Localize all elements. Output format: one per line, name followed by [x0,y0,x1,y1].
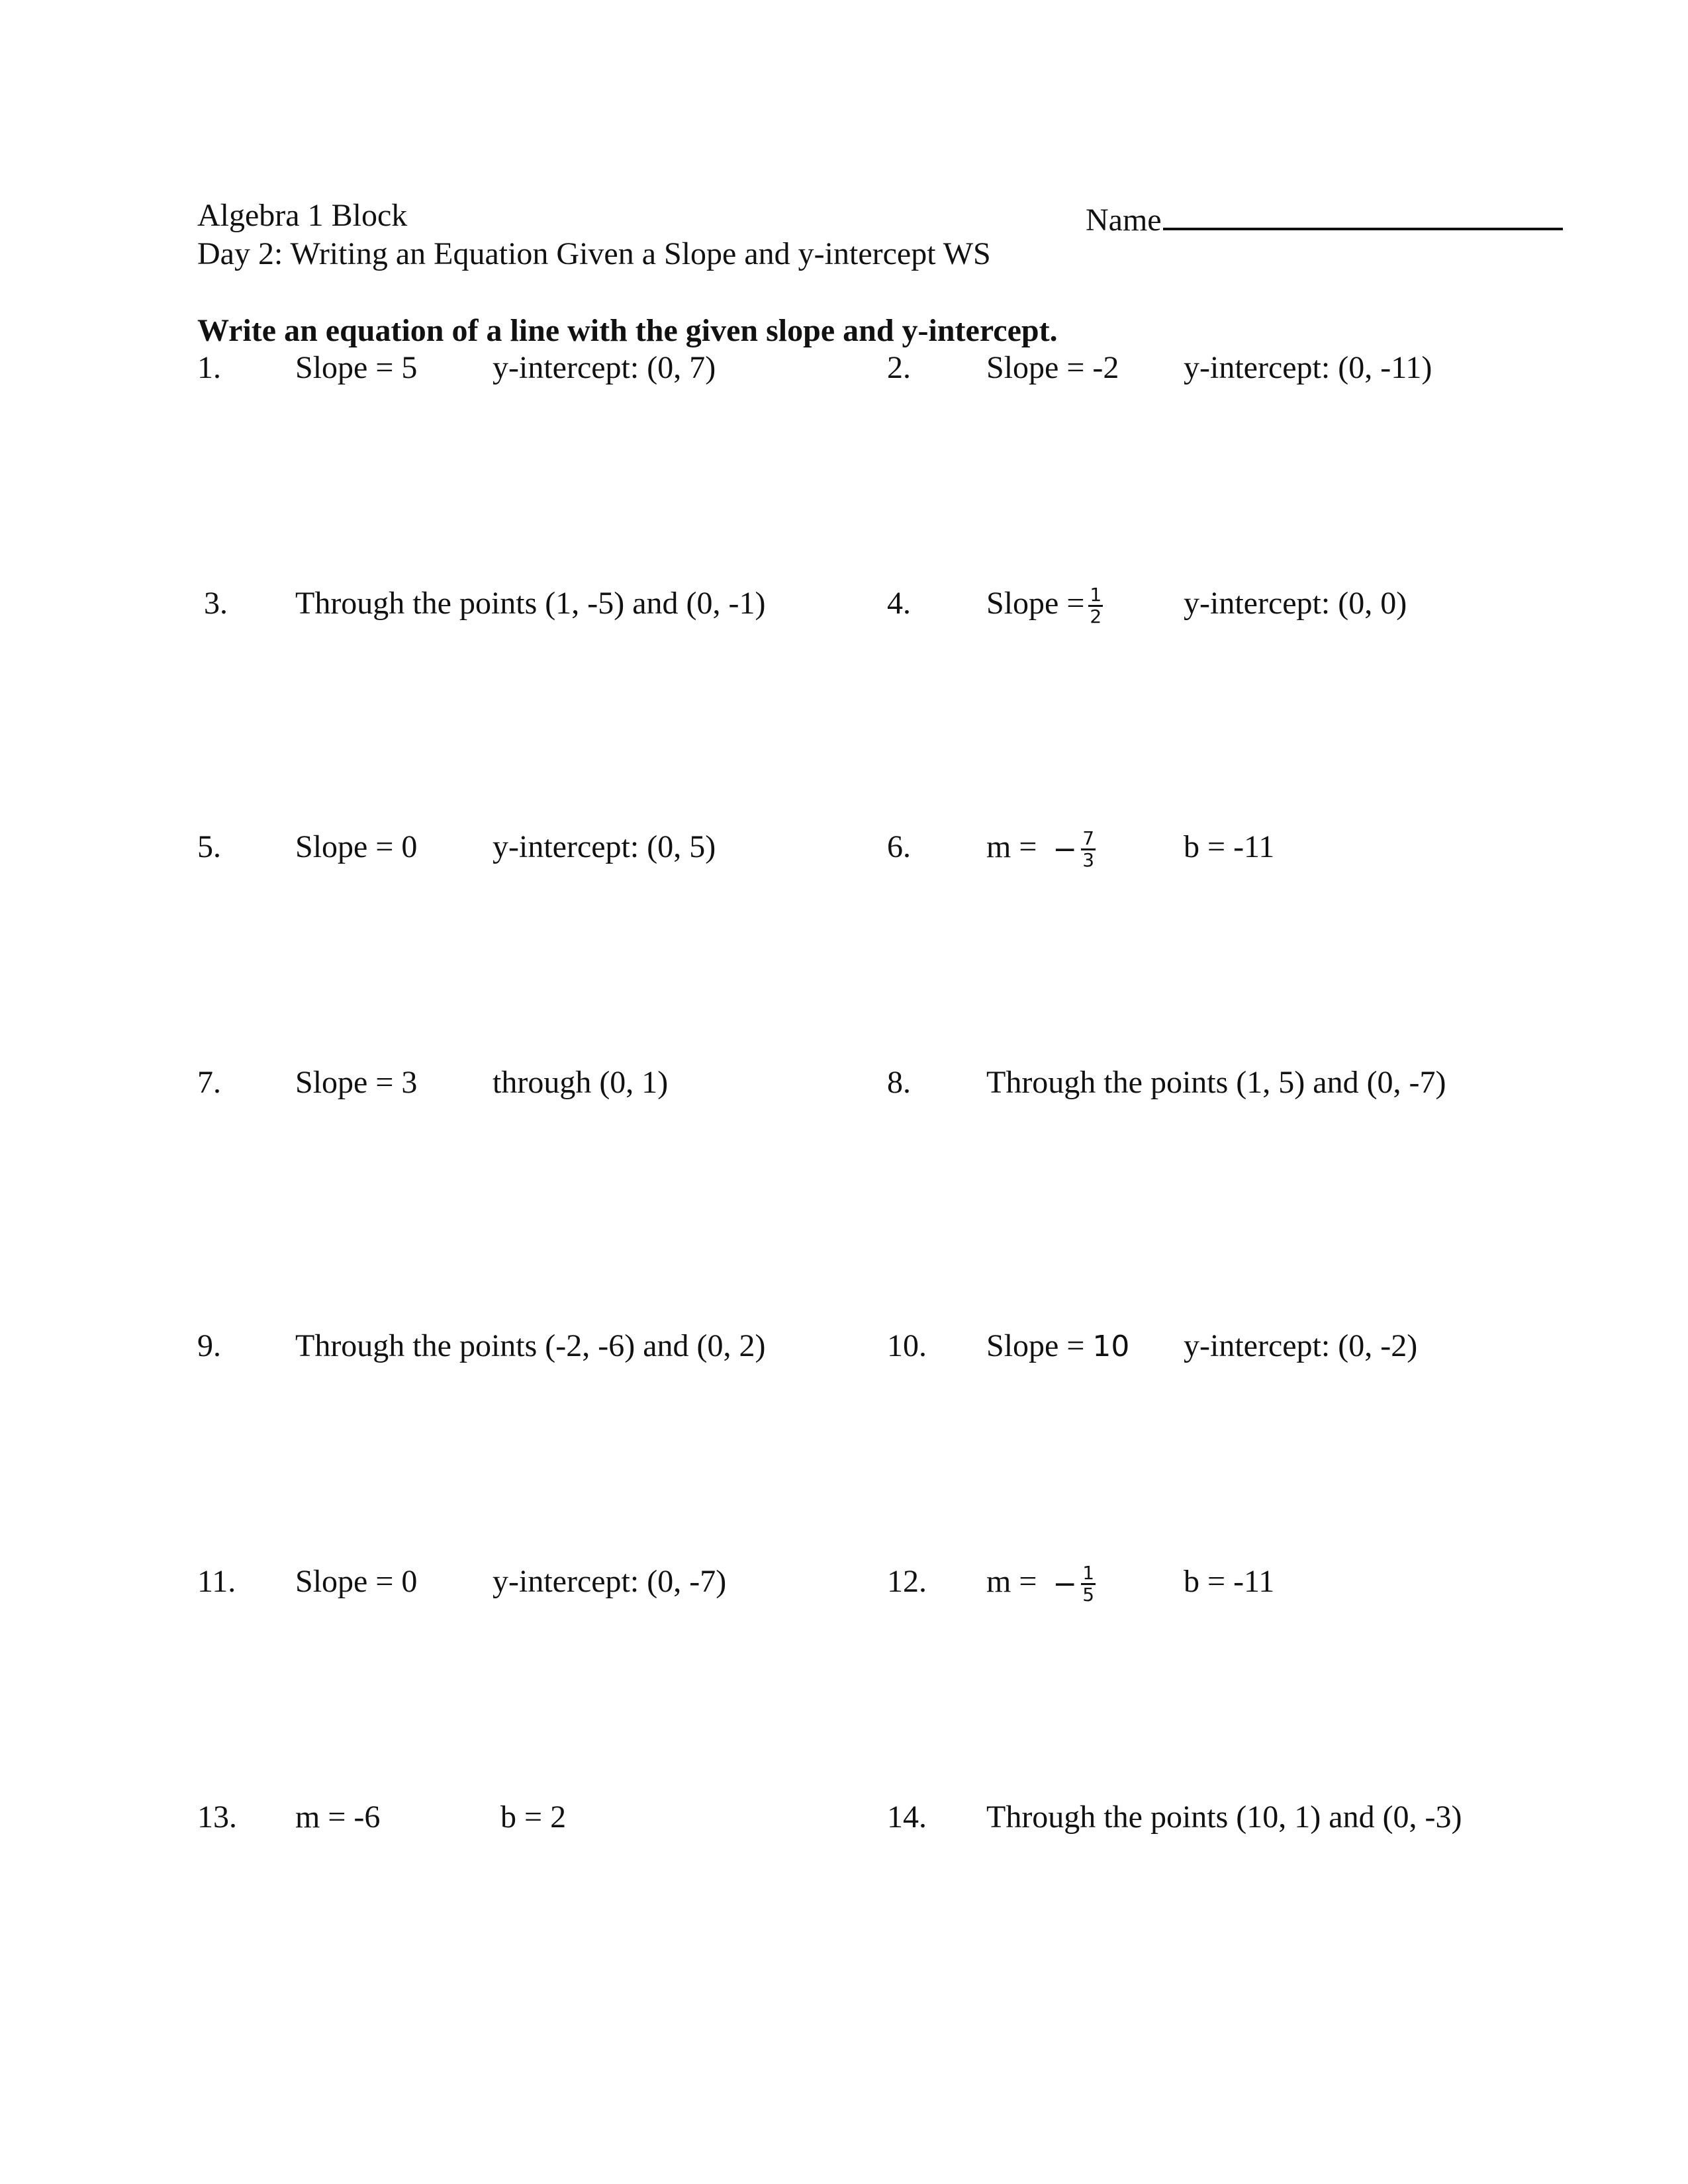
problem-points: Through the points (-2, -6) and (0, 2) [295,1328,766,1363]
problem-number: 1. [197,350,221,385]
problem-number: 4. [887,586,911,621]
slope-fraction [1081,1563,1096,1605]
problem-number: 13. [197,1799,237,1835]
problem-number: 6. [887,829,911,864]
problem-slope [986,1326,1129,1367]
fraction-numerator: 1 [1090,584,1102,606]
problem-number: 8. [887,1065,911,1100]
problem-number: 10. [887,1328,927,1363]
slope-label: Slope = [986,586,1085,621]
problem-intercept: b = 2 [500,1799,567,1835]
problem-number: 3. [204,586,228,621]
problem-number: 5. [197,829,221,864]
name-field[interactable] [1086,196,1563,240]
problem-point: through (0, 1) [492,1065,669,1100]
slope-fraction [1088,585,1103,627]
problem-number: 7. [197,1065,221,1100]
problem-slope: Slope = 0 [295,829,418,864]
minus-sign: − [1053,832,1078,866]
problem-number: 14. [887,1799,927,1835]
problem-intercept: y-intercept: (0, 5) [492,829,716,864]
problem-slope: Slope = 5 [295,350,418,385]
problem-points: Through the points (1, 5) and (0, -7) [986,1065,1446,1100]
minus-sign: − [1053,1567,1078,1601]
slope-label: Slope = [986,1328,1093,1363]
name-blank-line[interactable] [1163,196,1563,230]
problem-intercept: b = -11 [1184,1564,1275,1599]
problem-slope [986,577,1103,630]
slope-value: 10 [1092,1330,1130,1363]
problem-number: 12. [887,1564,927,1599]
problem-slope [986,1555,1096,1611]
problem-slope [986,821,1096,876]
course-title: Algebra 1 Block [197,198,408,233]
problem-number: 2. [887,350,911,385]
problem-slope: Slope = 3 [295,1065,418,1100]
fraction-denominator: 2 [1090,606,1102,628]
slope-fraction [1081,829,1096,870]
problem-slope: m = -6 [295,1799,381,1835]
problem-intercept: y-intercept: (0, -11) [1184,350,1432,385]
problem-intercept: y-intercept: (0, 0) [1184,586,1407,621]
worksheet-subtitle: Day 2: Writing an Equation Given a Slope and y-intercept WS [197,236,991,271]
problem-points: Through the points (10, 1) and (0, -3) [986,1799,1462,1835]
problem-intercept: b = -11 [1184,829,1275,864]
instructions: Write an equation of a line with the given slope and y-intercept. [197,313,1058,348]
problem-slope: Slope = 0 [295,1564,418,1599]
fraction-numerator: 7 [1082,827,1095,850]
m-label: m = [986,1564,1037,1599]
problem-intercept: y-intercept: (0, 7) [492,350,716,385]
problem-number: 11. [197,1564,236,1599]
fraction-numerator: 1 [1082,1562,1095,1584]
problem-points: Through the points (1, -5) and (0, -1) [295,586,766,621]
fraction-denominator: 3 [1082,849,1095,872]
problem-intercept: y-intercept: (0, -2) [1184,1328,1418,1363]
fraction-denominator: 5 [1082,1584,1095,1606]
name-label: Name [1086,203,1162,238]
problem-slope: Slope = -2 [986,350,1119,385]
problem-number: 9. [197,1328,221,1363]
problem-intercept: y-intercept: (0, -7) [492,1564,727,1599]
m-label: m = [986,829,1037,864]
